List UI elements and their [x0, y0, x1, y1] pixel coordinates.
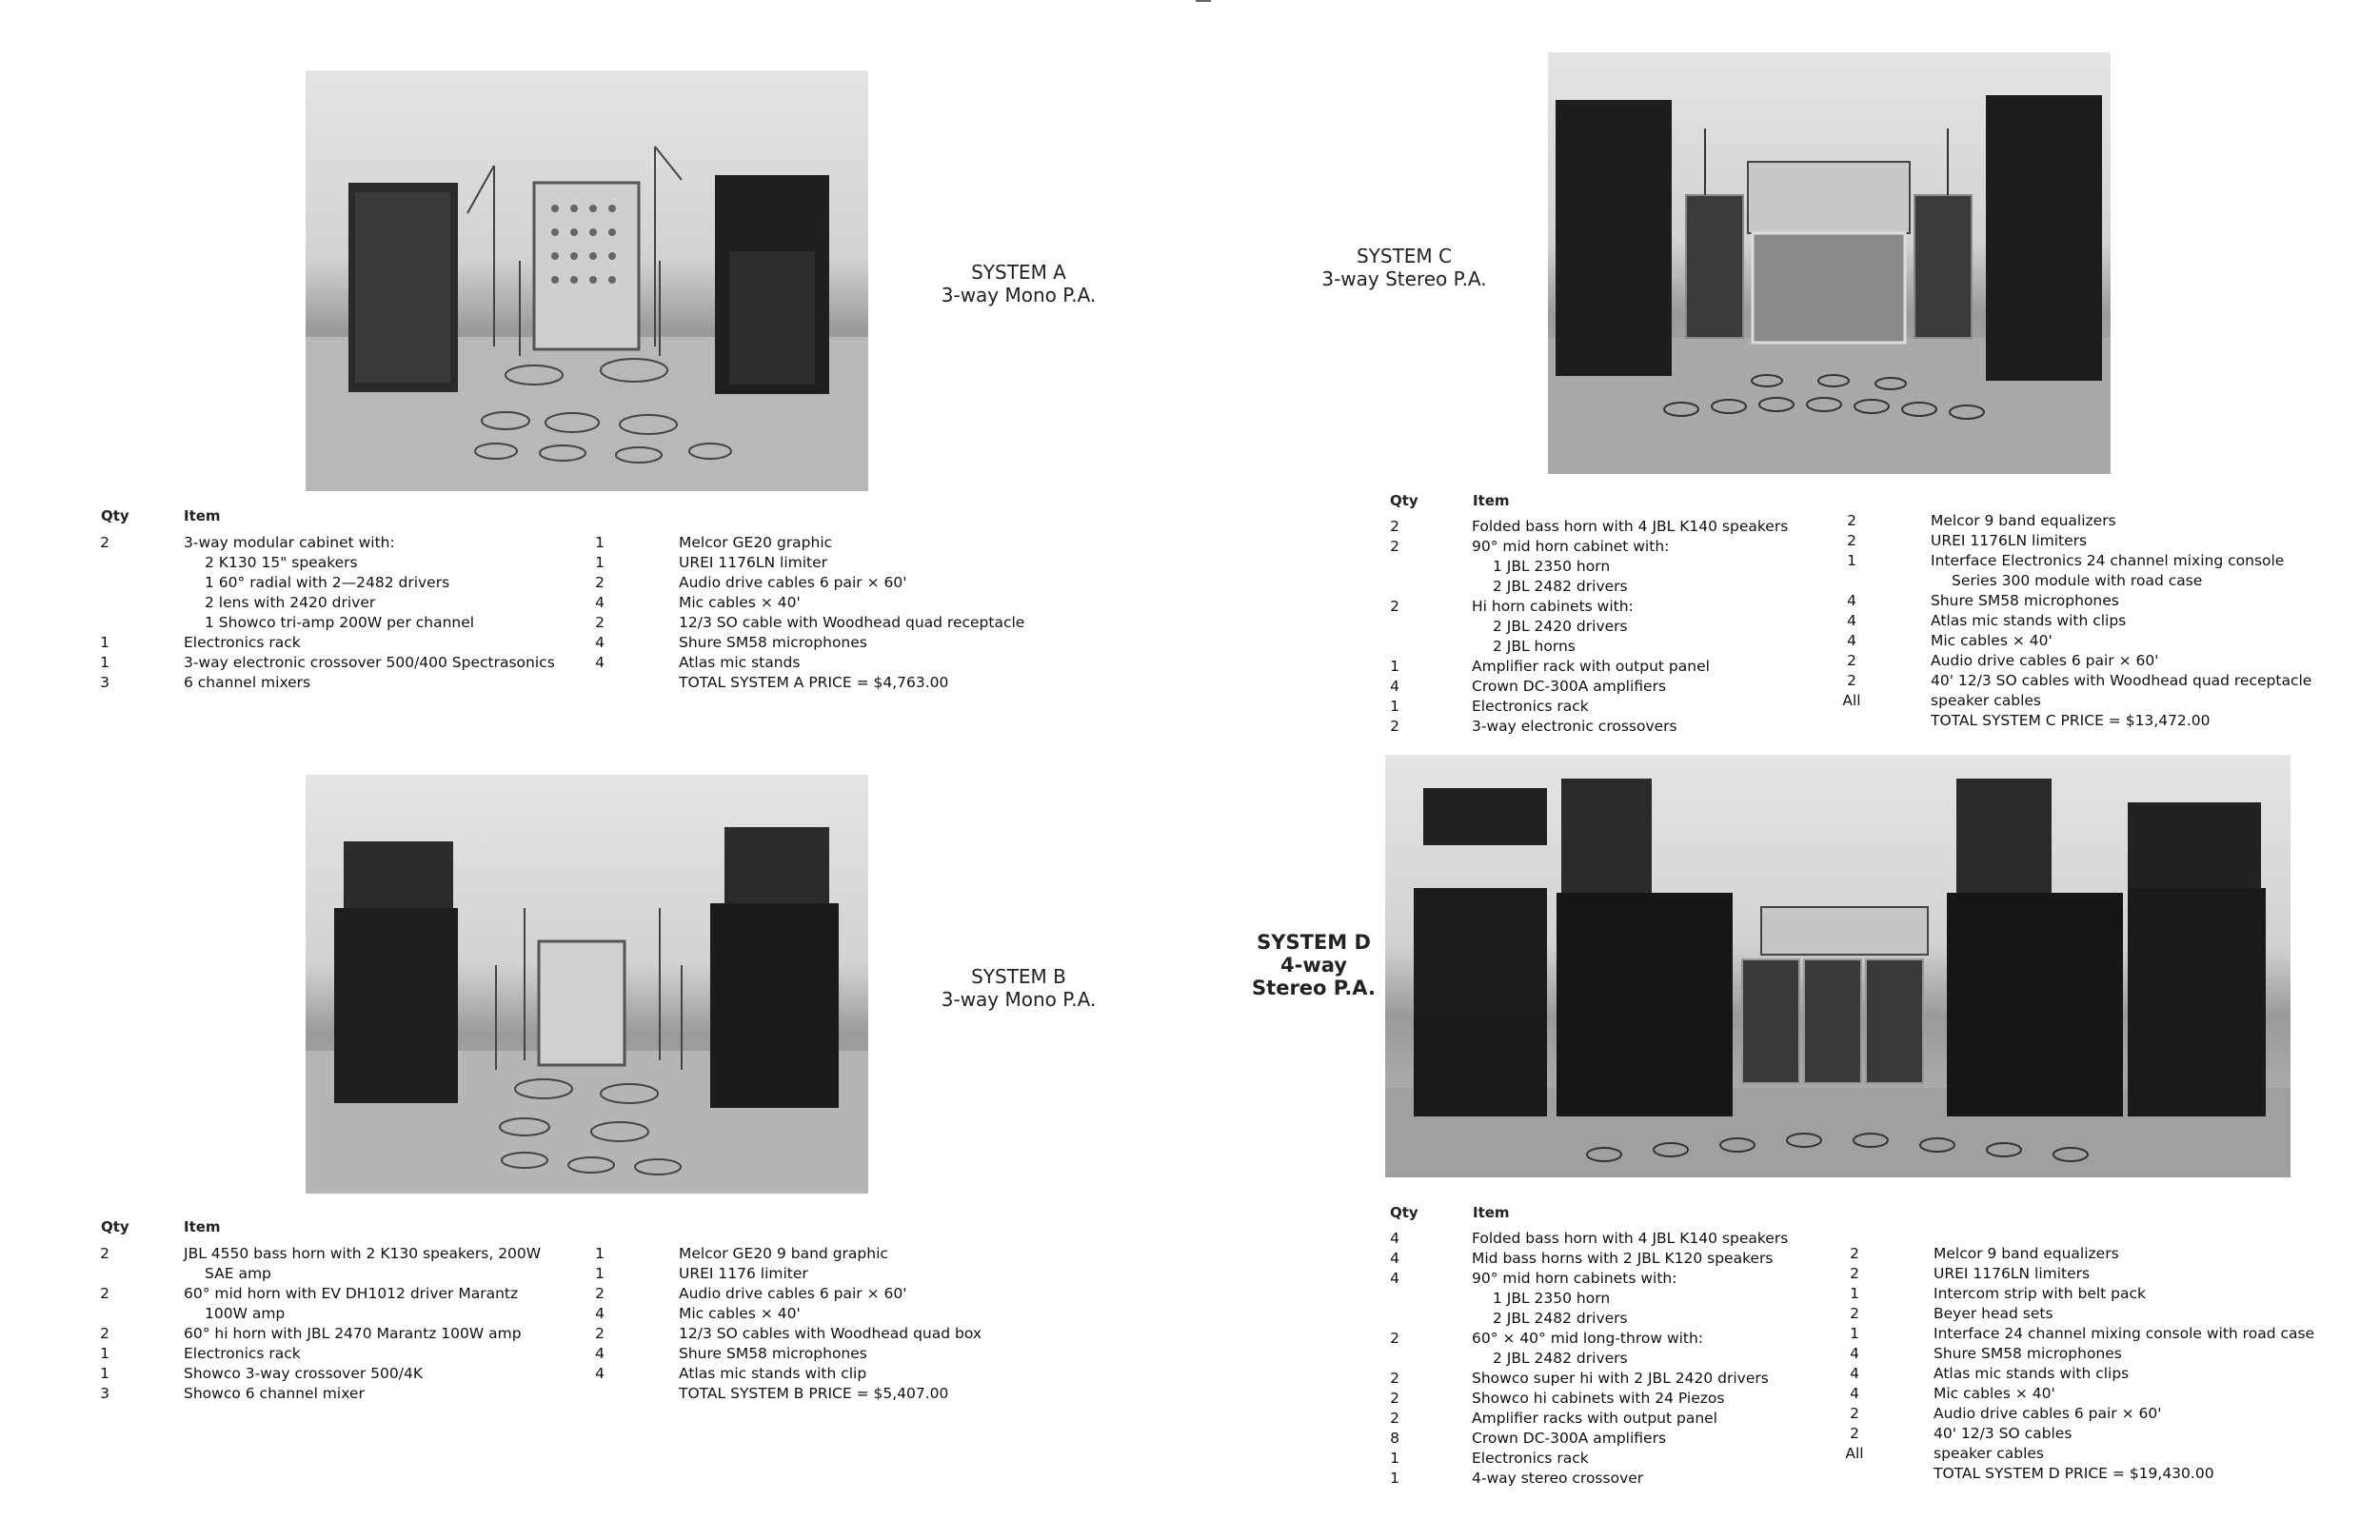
item-description: Folded bass horn with 4 JBL K140 speakers	[1472, 518, 1789, 535]
item-qty	[1366, 637, 1423, 657]
item-qty: 1	[595, 534, 605, 551]
item-description: Mid bass horns with 2 JBL K120 speakers	[1472, 1250, 1774, 1267]
system-d-qty-header: Qty	[1390, 1204, 1418, 1221]
system-d-desc-line1: 4-way	[1280, 954, 1347, 977]
item-description: UREI 1176LN limiters	[1934, 1265, 2091, 1282]
item-description: Showco 3-way crossover 500/4K	[184, 1365, 423, 1382]
item-description: Atlas mic stands	[679, 654, 801, 671]
item-description: 1 JBL 2350 horn	[1493, 558, 1611, 575]
item-qty: 1	[100, 634, 109, 651]
item-qty: 4	[1850, 1365, 1859, 1382]
item-description: Atlas mic stands with clip	[679, 1365, 867, 1382]
system-d-item-header: Item	[1473, 1204, 1510, 1221]
item-qty: 4	[1850, 1345, 1859, 1362]
qty-column	[1826, 1244, 1883, 1484]
item-qty: 4	[595, 1365, 605, 1382]
item-qty: 2	[1390, 538, 1399, 555]
item-qty	[1366, 1349, 1423, 1369]
system-d-desc-line2: Stereo P.A.	[1252, 977, 1376, 999]
item-qty: 4	[1390, 1270, 1399, 1287]
item-description: Crown DC-300A amplifiers	[1472, 1430, 1667, 1447]
item-qty: 2	[100, 534, 109, 551]
item-qty: 8	[1390, 1430, 1399, 1447]
item-description: 1 60° radial with 2—2482 drivers	[205, 574, 450, 591]
item-qty: All	[1845, 1445, 1864, 1462]
item-qty: 2	[1850, 1425, 1859, 1442]
qty-column	[571, 1244, 628, 1404]
item-qty: 4	[595, 1305, 605, 1322]
item-qty: 2	[1390, 518, 1399, 535]
item-description: UREI 1176 limiter	[679, 1265, 808, 1282]
item-description: Melcor GE20 9 band graphic	[679, 1245, 888, 1262]
item-qty: 2	[595, 574, 605, 591]
item-qty	[76, 573, 133, 593]
page-fold-mark	[1196, 0, 1211, 2]
item-qty: 1	[1850, 1285, 1859, 1302]
item-description: Folded bass horn with 4 JBL K140 speakers	[1472, 1230, 1789, 1247]
item-qty	[76, 553, 133, 573]
item-qty: 2	[1390, 1390, 1399, 1407]
item-qty: 2	[1847, 532, 1856, 549]
item-description: 60° × 40° mid long-throw with:	[1472, 1330, 1704, 1347]
item-description: Showco 6 channel mixer	[184, 1385, 365, 1402]
item-description: 2 JBL 2482 drivers	[1493, 1350, 1628, 1367]
item-description: 12/3 SO cable with Woodhead quad receptacle	[679, 614, 1025, 631]
item-description: Series 300 module with road case	[1952, 572, 2203, 589]
item-column	[1934, 1244, 2314, 1484]
system-b-qty-header: Qty	[101, 1218, 129, 1235]
item-description: Interface 24 channel mixing console with road case	[1934, 1325, 2315, 1342]
item-qty	[571, 673, 628, 693]
item-description: speaker cables	[1934, 1445, 2044, 1462]
item-qty: 2	[1390, 1330, 1399, 1347]
item-description: Showco super hi with 2 JBL 2420 drivers	[1472, 1370, 1769, 1387]
item-description: 2 K130 15" speakers	[205, 554, 358, 571]
item-description: Mic cables × 40'	[1931, 632, 2053, 649]
item-description: SAE amp	[205, 1265, 271, 1282]
total-price: TOTAL SYSTEM C PRICE = $13,472.00	[1931, 712, 2211, 729]
item-qty: 2	[100, 1325, 109, 1342]
item-qty: 4	[1847, 632, 1856, 649]
item-qty: 2	[100, 1245, 109, 1262]
item-description: Shure SM58 microphones	[679, 1345, 867, 1362]
item-qty: 3	[100, 674, 109, 691]
item-description: 1 JBL 2350 horn	[1493, 1290, 1611, 1307]
item-qty: 2	[100, 1285, 109, 1302]
item-qty: 3	[100, 1385, 109, 1402]
item-qty: 4	[1847, 592, 1856, 609]
item-description: Electronics rack	[1472, 698, 1589, 715]
item-description: Audio drive cables 6 pair × 60'	[1931, 652, 2159, 669]
item-description: 40' 12/3 SO cables with Woodhead quad receptacle	[1931, 672, 2312, 689]
item-qty: 1	[1390, 658, 1399, 675]
total-price: TOTAL SYSTEM B PRICE = $5,407.00	[679, 1385, 949, 1402]
item-description: 40' 12/3 SO cables	[1934, 1425, 2073, 1442]
item-description: Showco hi cabinets with 24 Piezos	[1472, 1390, 1725, 1407]
item-qty: 2	[595, 1285, 605, 1302]
system-c-item-header: Item	[1473, 492, 1510, 509]
item-qty: 2	[1390, 1410, 1399, 1427]
item-description: 100W amp	[205, 1305, 286, 1322]
item-qty: 4	[595, 1345, 605, 1362]
item-qty	[1366, 617, 1423, 637]
item-description: 90° mid horn cabinet with:	[1472, 538, 1670, 555]
system-d-label	[1238, 931, 1390, 999]
item-description: 6 channel mixers	[184, 674, 311, 691]
item-qty: 4	[1850, 1385, 1859, 1402]
item-qty: 1	[595, 1245, 605, 1262]
system-b-photo	[306, 775, 868, 1194]
system-a-name: SYSTEM A	[971, 261, 1066, 284]
qty-column	[76, 533, 133, 693]
item-description: Hi horn cabinets with:	[1472, 598, 1634, 615]
item-description: JBL 4550 bass horn with 2 K130 speakers, 200W	[184, 1245, 542, 1262]
system-a-desc: 3-way Mono P.A.	[941, 284, 1097, 306]
item-qty: 4	[1390, 1250, 1399, 1267]
item-column	[1472, 517, 1788, 737]
item-qty	[76, 613, 133, 633]
qty-column	[1366, 517, 1423, 737]
item-qty: 1	[1847, 552, 1856, 569]
item-description: 2 lens with 2420 driver	[205, 594, 376, 611]
item-qty: 1	[1390, 1470, 1399, 1487]
item-description: 3-way modular cabinet with:	[184, 534, 395, 551]
item-description: 3-way electronic crossovers	[1472, 718, 1677, 735]
item-qty	[1823, 711, 1880, 731]
total-price: TOTAL SYSTEM D PRICE = $19,430.00	[1934, 1465, 2214, 1482]
item-description: Audio drive cables 6 pair × 60'	[679, 574, 907, 591]
item-description: Electronics rack	[1472, 1450, 1589, 1467]
system-b-desc: 3-way Mono P.A.	[941, 988, 1097, 1011]
item-qty: 2	[1850, 1245, 1859, 1262]
item-description: Shure SM58 microphones	[1934, 1345, 2122, 1362]
item-qty: 2	[1390, 598, 1399, 615]
system-a-item-header: Item	[184, 507, 221, 524]
system-c-qty-header: Qty	[1390, 492, 1418, 509]
item-qty	[76, 1264, 133, 1284]
item-description: UREI 1176LN limiter	[679, 554, 828, 571]
system-d-photo	[1385, 755, 2291, 1177]
item-description: Beyer head sets	[1934, 1305, 2053, 1322]
item-qty: 1	[100, 1365, 109, 1382]
item-description: 2 JBL 2420 drivers	[1493, 618, 1628, 635]
system-b-item-header: Item	[184, 1218, 221, 1235]
item-qty: 1	[1850, 1325, 1859, 1342]
item-qty	[76, 1304, 133, 1324]
item-qty: 1	[100, 654, 109, 671]
item-description: Atlas mic stands with clips	[1931, 612, 2127, 629]
item-qty: 2	[1390, 718, 1399, 735]
item-qty: 2	[1390, 1370, 1399, 1387]
system-a-qty-header: Qty	[101, 507, 129, 524]
item-description: 4-way stereo crossover	[1472, 1470, 1644, 1487]
item-description: Amplifier racks with output panel	[1472, 1410, 1717, 1427]
item-column	[1931, 511, 2311, 731]
item-qty	[1366, 1309, 1423, 1329]
item-description: Mic cables × 40'	[1934, 1385, 2055, 1402]
item-description: 90° mid horn cabinets with:	[1472, 1270, 1677, 1287]
item-qty: 4	[1847, 612, 1856, 629]
qty-column	[571, 533, 628, 693]
item-qty: 2	[1847, 652, 1856, 669]
total-price: TOTAL SYSTEM A PRICE = $4,763.00	[679, 674, 949, 691]
system-b-name: SYSTEM B	[971, 965, 1066, 988]
item-qty: 2	[1850, 1265, 1859, 1282]
item-column	[679, 533, 1024, 693]
item-description: Electronics rack	[184, 1345, 301, 1362]
item-qty: 2	[595, 1325, 605, 1342]
item-column	[679, 1244, 982, 1404]
qty-column	[76, 1244, 133, 1404]
item-qty	[571, 1384, 628, 1404]
item-description: 60° hi horn with JBL 2470 Marantz 100W amp	[184, 1325, 522, 1342]
item-description: Melcor GE20 graphic	[679, 534, 833, 551]
item-description: UREI 1176LN limiters	[1931, 532, 2088, 549]
item-description: 12/3 SO cables with Woodhead quad box	[679, 1325, 982, 1342]
system-a-label	[914, 261, 1123, 306]
item-description: Shure SM58 microphones	[1931, 592, 2119, 609]
qty-column	[1366, 1229, 1423, 1489]
item-description: 3-way electronic crossover 500/400 Spectrasonics	[184, 654, 555, 671]
item-qty: 1	[1390, 698, 1399, 715]
item-column	[184, 533, 555, 693]
system-c-name: SYSTEM C	[1356, 245, 1453, 267]
item-description: Audio drive cables 6 pair × 60'	[1934, 1405, 2162, 1422]
qty-column	[1823, 511, 1880, 731]
system-c-photo	[1548, 52, 2111, 474]
item-qty	[76, 593, 133, 613]
item-description: Interface Electronics 24 channel mixing console	[1931, 552, 2285, 569]
item-description: Mic cables × 40'	[679, 594, 801, 611]
item-qty	[1823, 571, 1880, 591]
item-column	[1472, 1229, 1788, 1489]
item-description: Melcor 9 band equalizers	[1934, 1245, 2119, 1262]
item-qty: 2	[1847, 672, 1856, 689]
item-qty: 1	[100, 1345, 109, 1362]
item-qty: 4	[595, 654, 605, 671]
system-d-name: SYSTEM D	[1257, 931, 1371, 954]
item-qty: 1	[595, 1265, 605, 1282]
item-description: Atlas mic stands with clips	[1934, 1365, 2130, 1382]
item-description: Shure SM58 microphones	[679, 634, 867, 651]
item-qty: 1	[595, 554, 605, 571]
item-qty: 2	[595, 614, 605, 631]
item-qty: 2	[1847, 512, 1856, 529]
item-qty	[1366, 557, 1423, 577]
system-c-label	[1299, 245, 1509, 290]
item-description: Mic cables × 40'	[679, 1305, 801, 1322]
item-qty: 1	[1390, 1450, 1399, 1467]
system-c-desc: 3-way Stereo P.A.	[1321, 267, 1487, 290]
item-qty	[1366, 577, 1423, 597]
item-description: 2 JBL 2482 drivers	[1493, 1310, 1628, 1327]
item-qty: 4	[595, 634, 605, 651]
item-description: 2 JBL horns	[1493, 638, 1576, 655]
item-description: Audio drive cables 6 pair × 60'	[679, 1285, 907, 1302]
item-description: Crown DC-300A amplifiers	[1472, 678, 1667, 695]
item-description: Amplifier rack with output panel	[1472, 658, 1710, 675]
item-description: Intercom strip with belt pack	[1934, 1285, 2147, 1302]
item-qty: All	[1842, 692, 1861, 709]
item-description: Melcor 9 band equalizers	[1931, 512, 2116, 529]
item-qty: 2	[1850, 1305, 1859, 1322]
system-b-label	[914, 965, 1123, 1011]
item-description: speaker cables	[1931, 692, 2041, 709]
item-description: Electronics rack	[184, 634, 301, 651]
item-qty: 4	[1390, 678, 1399, 695]
item-qty	[1826, 1464, 1883, 1484]
item-qty: 4	[1390, 1230, 1399, 1247]
item-description: 2 JBL 2482 drivers	[1493, 578, 1628, 595]
item-description: 1 Showco tri-amp 200W per channel	[205, 614, 475, 631]
item-qty: 2	[1850, 1405, 1859, 1422]
item-column	[184, 1244, 541, 1404]
item-qty	[1366, 1289, 1423, 1309]
item-qty: 4	[595, 594, 605, 611]
system-a-photo	[306, 70, 868, 491]
item-description: 60° mid horn with EV DH1012 driver Marantz	[184, 1285, 519, 1302]
